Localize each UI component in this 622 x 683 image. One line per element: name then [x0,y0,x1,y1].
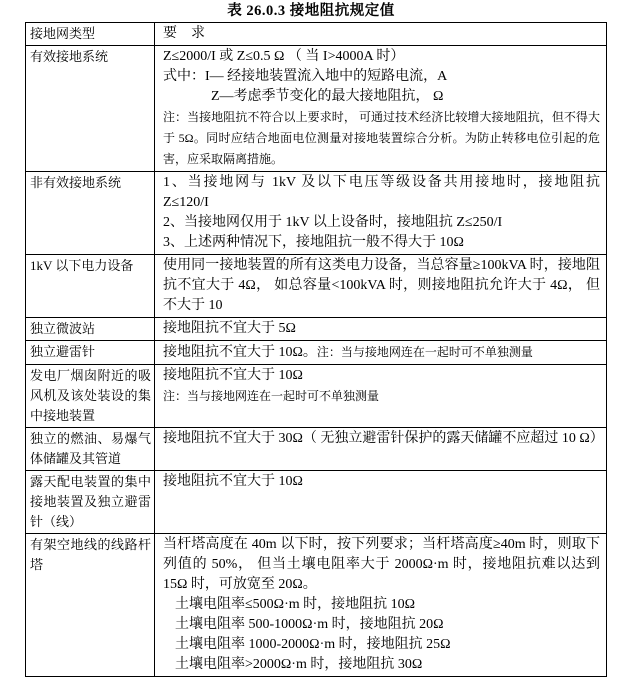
table-row [26,365,607,428]
grounding-impedance-table [25,22,607,677]
category-cell: 独立避雷针 [26,341,155,365]
table-title: 表 26.0.3 接地阻抗规定值 [227,3,395,19]
requirement-line [163,233,600,253]
requirement-cell [155,365,607,428]
requirement-line [163,655,600,675]
requirement-line [163,535,600,595]
table-row [26,341,607,365]
requirement-line [163,213,600,233]
requirement-text: 土壤电阻率≤500Ω·m 时，接地阻抗 10Ω [175,597,416,612]
table-row [26,172,607,255]
requirement-line [163,342,600,363]
category-cell: 1kV 以下电力设备 [26,255,155,318]
requirement-text: 接地阻抗不宜大于 10Ω [163,474,303,489]
requirement-cell [155,172,607,255]
requirement-text: 2、当接地网仅用于 1kV 以上设备时，接地阻抗 Z≤250/I [163,215,503,230]
requirement-line [163,429,604,449]
requirement-cell [155,471,607,534]
table-header [26,23,607,46]
table-row [26,534,607,677]
requirement-line [163,615,600,635]
requirement-cell [155,341,607,365]
requirement-line [163,173,600,213]
requirement-text: 3、上述两种情况下，接地阻抗一般不得大于 10Ω [163,235,464,250]
table-row [26,428,607,471]
requirement-text: Z—考虑季节变化的最大接地阻抗， Ω [211,89,444,104]
requirement-line [163,472,600,492]
note-text: 注：当与接地网连在一起时可不单独测量 [316,345,533,359]
requirement-text: 接地阻抗不宜大于 30Ω（ 无独立避雷针保护的露天储罐不应超过 10 Ω） [163,431,604,446]
header-row [26,23,607,46]
header-requirement: 要 求 [155,23,607,46]
note-text: 注：当接地阻抗不符合以上要求时， 可通过技术经济比较增大接地阻抗，但不得大于 5Ω。同时应结合地面电位测量对接地装置综合分析。为防止转移电位引起的危害，应采取隔离措施。 [163,110,600,166]
requirement-text: 式中：I— 经接地装置流入地中的短路电流，A [163,69,448,84]
requirement-text: 1、当接地网与 1kV 及以下电压等级设备共用接地时，接地阻抗 Z≤120/I [163,175,600,210]
requirement-line [163,366,600,386]
table-row [26,255,607,318]
category-cell: 露天配电装置的集中接地装置及独立避雷针（线） [26,471,155,534]
table-row [26,318,607,341]
requirement-cell [155,46,607,172]
requirement-line [163,47,600,67]
requirement-line [163,67,600,87]
category-cell: 发电厂烟囱附近的吸风机及该处装设的集中接地装置 [26,365,155,428]
requirement-cell [155,428,607,471]
note-text: 注：当与接地网连在一起时可不单独测量 [163,389,380,403]
category-cell: 独立的燃油、易爆气体储罐及其管道 [26,428,155,471]
requirement-line [163,319,600,339]
requirement-line [163,107,600,170]
requirement-cell [155,318,607,341]
table-row [26,46,607,172]
category-cell: 独立微波站 [26,318,155,341]
category-cell: 有效接地系统 [26,46,155,172]
requirement-cell [155,534,607,677]
requirement-text: 土壤电阻率>2000Ω·m 时，接地阻抗 30Ω [175,657,423,672]
requirement-text: 接地阻抗不宜大于 5Ω [163,321,296,336]
requirement-text: 接地阻抗不宜大于 10Ω [163,368,303,383]
requirement-text: 使用同一接地装置的所有这类电力设备，当总容量≥100kVA 时，接地阻抗不宜大于 4Ω， 如总容量<100kVA 时，则接地阻抗允许大于 4Ω， 但不大于 10 [163,258,600,313]
requirement-text: 土壤电阻率 1000-2000Ω·m 时，接地阻抗 25Ω [175,637,451,652]
category-cell: 有架空地线的线路杆塔 [26,534,155,677]
requirement-line [163,256,600,316]
requirement-line [163,595,600,615]
header-category: 接地网类型 [26,23,155,46]
requirement-line [163,635,600,655]
category-cell: 非有效接地系统 [26,172,155,255]
table-row [26,471,607,534]
requirement-line [163,87,600,107]
requirement-line [163,386,600,407]
requirement-cell [155,255,607,318]
requirement-text: 接地阻抗不宜大于 10Ω。 [163,345,317,360]
table-body [26,46,607,677]
requirement-text: 土壤电阻率 500-1000Ω·m 时，接地阻抗 20Ω [175,617,444,632]
requirement-text: 当杆塔高度在 40m 以下时，按下列要求；当杆塔高度≥40m 时，则取下列值的 50%， 但当土壤电阻率大于 2000Ω·m 时，接地阻抗难以达到 15Ω 时，可放宽至 20Ω。 [163,537,600,592]
requirement-text: Z≤2000/I 或 Z≤0.5 Ω （ 当 I>4000A 时） [163,49,405,64]
